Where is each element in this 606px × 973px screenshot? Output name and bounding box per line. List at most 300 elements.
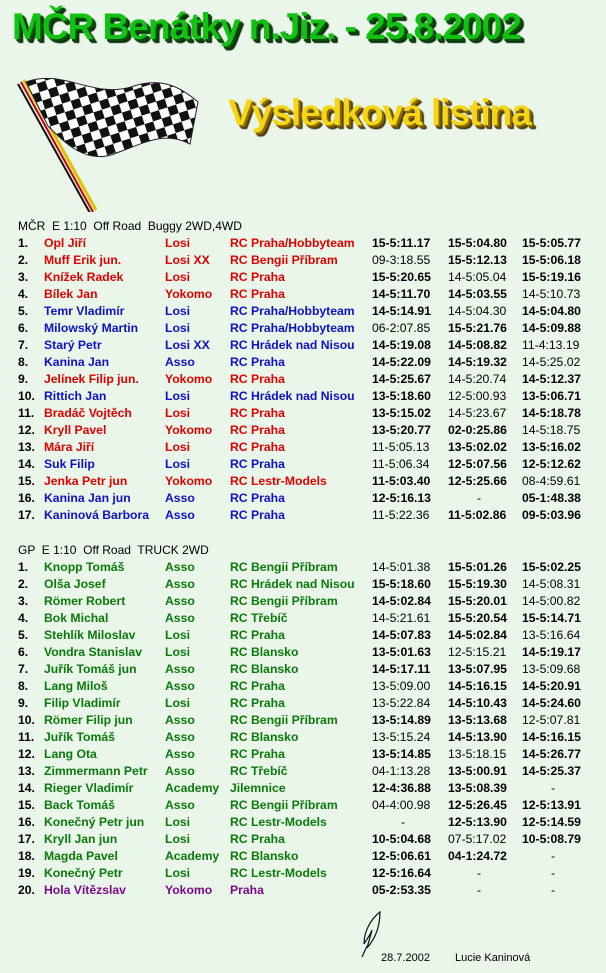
club-cell: RC Praha bbox=[230, 440, 285, 454]
run-1-cell: 14-5:14.91 bbox=[372, 304, 431, 318]
table-row bbox=[0, 661, 606, 678]
position-cell: 5. bbox=[18, 628, 29, 642]
driver-name-cell: Rittich Jan bbox=[44, 389, 107, 403]
driver-name-cell: Vondra Stanislav bbox=[44, 645, 142, 659]
run-1-cell: 13-5:20.77 bbox=[372, 423, 431, 437]
run-1-cell: 13-5:15.24 bbox=[372, 730, 431, 744]
club-cell: RC Lestr-Models bbox=[230, 474, 327, 488]
run-2-cell: - bbox=[476, 883, 482, 897]
car-make-cell: Losi bbox=[165, 321, 191, 335]
club-cell: RC Praha/Hobbyteam bbox=[230, 321, 355, 335]
run-2-cell: 13-5:07.95 bbox=[448, 662, 507, 676]
driver-name-cell: Stehlík Miloslav bbox=[44, 628, 136, 642]
run-2-cell: 07-5:17.02 bbox=[448, 832, 507, 846]
run-1-cell: 15-5:11.17 bbox=[372, 236, 431, 250]
run-1-cell: 14-5:11.70 bbox=[372, 287, 431, 301]
run-1-cell: 13-5:09.00 bbox=[372, 679, 431, 693]
position-cell: 8. bbox=[18, 679, 29, 693]
run-1-cell: 12-5:16.13 bbox=[372, 491, 431, 505]
run-1-cell: 04-4:00.98 bbox=[372, 798, 431, 812]
run-3-cell: 15-5:06.18 bbox=[522, 253, 581, 267]
position-cell: 4. bbox=[18, 611, 29, 625]
results-table-buggy bbox=[0, 235, 606, 524]
club-cell: RC Hrádek nad Nisou bbox=[230, 577, 355, 591]
run-3-cell: 15-5:19.16 bbox=[522, 270, 581, 284]
car-make-cell: Losi bbox=[165, 457, 191, 471]
table-row bbox=[0, 763, 606, 780]
run-3-cell: 12-5:13.91 bbox=[522, 798, 581, 812]
table-row bbox=[0, 235, 606, 252]
position-cell: 9. bbox=[18, 372, 29, 386]
position-cell: 2. bbox=[18, 577, 29, 591]
run-2-cell: 12-5:25.66 bbox=[448, 474, 507, 488]
club-cell: RC Praha bbox=[230, 696, 285, 710]
table-row bbox=[0, 593, 606, 610]
position-cell: 3. bbox=[18, 594, 29, 608]
run-2-cell: 14-5:10.43 bbox=[448, 696, 507, 710]
run-2-cell: 13-5:13.68 bbox=[448, 713, 507, 727]
car-make-cell: Losi XX bbox=[165, 338, 210, 352]
club-cell: RC Blansko bbox=[230, 849, 299, 863]
car-make-cell: Losi bbox=[165, 815, 191, 829]
driver-name-cell: Lang Miloš bbox=[44, 679, 108, 693]
run-2-cell: 12-5:13.90 bbox=[448, 815, 507, 829]
run-2-cell: 14-5:13.90 bbox=[448, 730, 507, 744]
car-make-cell: Asso bbox=[165, 355, 195, 369]
car-make-cell: Asso bbox=[165, 491, 195, 505]
driver-name-cell: Muff Erik jun. bbox=[44, 253, 122, 267]
run-1-cell: 14-5:22.09 bbox=[372, 355, 431, 369]
table-row bbox=[0, 729, 606, 746]
run-2-cell: 15-5:04.80 bbox=[448, 236, 507, 250]
driver-name-cell: Juřík Tomáš bbox=[44, 730, 115, 744]
checkered-flag-icon bbox=[14, 72, 200, 212]
position-cell: 19. bbox=[18, 866, 35, 880]
footer-author: Lucie Kaninová bbox=[455, 952, 531, 964]
club-cell: Praha bbox=[230, 883, 264, 897]
run-3-cell: 14-5:16.15 bbox=[522, 730, 581, 744]
run-2-cell: 15-5:20.54 bbox=[448, 611, 507, 625]
run-2-cell: 14-5:08.82 bbox=[448, 338, 507, 352]
table-row bbox=[0, 422, 606, 439]
run-3-cell: 14-5:25.02 bbox=[522, 355, 581, 369]
run-1-cell: 12-5:16.64 bbox=[372, 866, 431, 880]
driver-name-cell: Magda Pavel bbox=[44, 849, 118, 863]
position-cell: 18. bbox=[18, 849, 35, 863]
club-cell: RC Třebíč bbox=[230, 764, 288, 778]
club-cell: RC Třebíč bbox=[230, 611, 288, 625]
run-1-cell: 10-5:04.68 bbox=[372, 832, 431, 846]
car-make-cell: Asso bbox=[165, 679, 195, 693]
table-row bbox=[0, 797, 606, 814]
run-3-cell: 12-5:12.62 bbox=[522, 457, 581, 471]
table-row bbox=[0, 865, 606, 882]
run-3-cell: 14-5:20.91 bbox=[522, 679, 581, 693]
run-1-cell: 05-2:53.35 bbox=[372, 883, 431, 897]
position-cell: 7. bbox=[18, 662, 29, 676]
position-cell: 14. bbox=[18, 781, 35, 795]
table-row bbox=[0, 388, 606, 405]
car-make-cell: Academy bbox=[165, 849, 220, 863]
position-cell: 7. bbox=[18, 338, 29, 352]
car-make-cell: Asso bbox=[165, 798, 195, 812]
run-3-cell: 14-5:10.73 bbox=[522, 287, 581, 301]
club-cell: RC Blansko bbox=[230, 662, 299, 676]
run-3-cell: 14-5:18.78 bbox=[522, 406, 581, 420]
club-cell: RC Praha bbox=[230, 747, 285, 761]
run-3-cell: 14-5:12.37 bbox=[522, 372, 581, 386]
driver-name-cell: Bílek Jan bbox=[44, 287, 98, 301]
club-cell: RC Bengii Příbram bbox=[230, 560, 338, 574]
run-3-cell: 05-1:48.38 bbox=[522, 491, 581, 505]
run-2-cell: 13-5:08.39 bbox=[448, 781, 507, 795]
club-cell: RC Praha bbox=[230, 457, 285, 471]
car-make-cell: Yokomo bbox=[165, 423, 213, 437]
run-2-cell: 02-0:25.86 bbox=[448, 423, 507, 437]
table-row bbox=[0, 831, 606, 848]
run-1-cell: 14-5:17.11 bbox=[372, 662, 431, 676]
run-2-cell: 14-5:02.84 bbox=[448, 628, 507, 642]
position-cell: 15. bbox=[18, 474, 35, 488]
car-make-cell: Losi bbox=[165, 440, 191, 454]
car-make-cell: Losi bbox=[165, 645, 191, 659]
run-2-cell: 12-5:26.45 bbox=[448, 798, 507, 812]
club-cell: RC Praha bbox=[230, 372, 285, 386]
driver-name-cell: Juřík Tomáš jun bbox=[44, 662, 137, 676]
car-make-cell: Yokomo bbox=[165, 287, 213, 301]
table-row bbox=[0, 286, 606, 303]
run-1-cell: 14-5:21.61 bbox=[372, 611, 431, 625]
car-make-cell: Yokomo bbox=[165, 372, 213, 386]
club-cell: RC Praha bbox=[230, 508, 285, 522]
club-cell: RC Lestr-Models bbox=[230, 815, 327, 829]
club-cell: RC Praha/Hobbyteam bbox=[230, 304, 355, 318]
run-1-cell: 06-2:07.85 bbox=[372, 321, 431, 335]
run-3-cell: 13-5:16.02 bbox=[522, 440, 581, 454]
run-2-cell: 14-5:05.04 bbox=[448, 270, 507, 284]
run-1-cell: 13-5:15.02 bbox=[372, 406, 431, 420]
car-make-cell: Asso bbox=[165, 594, 195, 608]
club-cell: RC Praha bbox=[230, 270, 285, 284]
position-cell: 16. bbox=[18, 815, 35, 829]
table-row bbox=[0, 252, 606, 269]
car-make-cell: Losi XX bbox=[165, 253, 210, 267]
car-make-cell: Academy bbox=[165, 781, 220, 795]
run-1-cell: 12-4:36.88 bbox=[372, 781, 431, 795]
table-row bbox=[0, 644, 606, 661]
position-cell: 14. bbox=[18, 457, 35, 471]
position-cell: 13. bbox=[18, 440, 35, 454]
club-cell: RC Praha bbox=[230, 832, 285, 846]
run-3-cell: 14-5:09.88 bbox=[522, 321, 581, 335]
table-row bbox=[0, 559, 606, 576]
position-cell: 12. bbox=[18, 747, 35, 761]
club-cell: RC Praha bbox=[230, 628, 285, 642]
driver-name-cell: Konečný Petr jun bbox=[44, 815, 145, 829]
driver-name-cell: Opl Jiří bbox=[44, 236, 86, 250]
table-row bbox=[0, 882, 606, 899]
run-3-cell: 14-5:19.17 bbox=[522, 645, 581, 659]
club-cell: RC Praha/Hobbyteam bbox=[230, 236, 355, 250]
table-row bbox=[0, 576, 606, 593]
run-3-cell: 15-5:14.71 bbox=[522, 611, 581, 625]
run-2-cell: 12-5:07.56 bbox=[448, 457, 507, 471]
position-cell: 11. bbox=[18, 730, 35, 744]
table-row bbox=[0, 320, 606, 337]
driver-name-cell: Kanina Jan bbox=[44, 355, 110, 369]
driver-name-cell: Römer Robert bbox=[44, 594, 126, 608]
run-3-cell: 15-5:02.25 bbox=[522, 560, 581, 574]
run-3-cell: 14-5:25.37 bbox=[522, 764, 581, 778]
car-make-cell: Asso bbox=[165, 577, 195, 591]
run-1-cell: 09-3:18.55 bbox=[372, 253, 431, 267]
run-2-cell: 15-5:19.30 bbox=[448, 577, 507, 591]
run-3-cell: 09-5:03.96 bbox=[522, 508, 581, 522]
club-cell: RC Lestr-Models bbox=[230, 866, 327, 880]
run-2-cell: 13-5:18.15 bbox=[448, 747, 507, 761]
driver-name-cell: Jelínek Filip jun. bbox=[44, 372, 139, 386]
table-row bbox=[0, 507, 606, 524]
run-3-cell: 14-5:00.82 bbox=[522, 594, 581, 608]
page-title: MČR Benátky n.Jiz. - 25.8.2002 bbox=[12, 6, 521, 47]
car-make-cell: Losi bbox=[165, 832, 191, 846]
club-cell: RC Bengii Příbram bbox=[230, 713, 338, 727]
table-row bbox=[0, 848, 606, 865]
car-make-cell: Losi bbox=[165, 389, 191, 403]
table-row bbox=[0, 610, 606, 627]
results-table-truck bbox=[0, 559, 606, 899]
position-cell: 1. bbox=[18, 236, 29, 250]
run-1-cell: 14-5:02.84 bbox=[372, 594, 431, 608]
table-row bbox=[0, 371, 606, 388]
driver-name-cell: Rieger Vladimír bbox=[44, 781, 134, 795]
position-cell: 1. bbox=[18, 560, 29, 574]
position-cell: 5. bbox=[18, 304, 29, 318]
club-cell: RC Blansko bbox=[230, 645, 299, 659]
position-cell: 17. bbox=[18, 832, 35, 846]
position-cell: 10. bbox=[18, 713, 35, 727]
car-make-cell: Yokomo bbox=[165, 883, 213, 897]
position-cell: 17. bbox=[18, 508, 35, 522]
run-2-cell: 04-1:24.72 bbox=[448, 849, 507, 863]
car-make-cell: Asso bbox=[165, 560, 195, 574]
position-cell: 3. bbox=[18, 270, 29, 284]
run-3-cell: 14-5:26.77 bbox=[522, 747, 581, 761]
car-make-cell: Yokomo bbox=[165, 474, 213, 488]
position-cell: 2. bbox=[18, 253, 29, 267]
run-3-cell: 14-5:18.75 bbox=[522, 423, 581, 437]
table-row bbox=[0, 490, 606, 507]
car-make-cell: Asso bbox=[165, 747, 195, 761]
run-3-cell: 13-5:06.71 bbox=[522, 389, 581, 403]
position-cell: 6. bbox=[18, 645, 29, 659]
run-3-cell: 11-4:13.19 bbox=[522, 338, 580, 352]
run-1-cell: 11-5:05.13 bbox=[372, 440, 430, 454]
club-cell: RC Bengii Příbram bbox=[230, 798, 338, 812]
driver-name-cell: Olša Josef bbox=[44, 577, 106, 591]
table-row bbox=[0, 337, 606, 354]
car-make-cell: Asso bbox=[165, 611, 195, 625]
club-cell: RC Blansko bbox=[230, 730, 299, 744]
driver-name-cell: Starý Petr bbox=[44, 338, 102, 352]
club-cell: RC Praha bbox=[230, 423, 285, 437]
run-3-cell: 10-5:08.79 bbox=[522, 832, 581, 846]
run-2-cell: 14-5:20.74 bbox=[448, 372, 507, 386]
car-make-cell: Asso bbox=[165, 508, 195, 522]
driver-name-cell: Zimmermann Petr bbox=[44, 764, 148, 778]
driver-name-cell: Back Tomáš bbox=[44, 798, 115, 812]
run-3-cell: 13-5:16.64 bbox=[522, 628, 581, 642]
table-row bbox=[0, 746, 606, 763]
position-cell: 10. bbox=[18, 389, 35, 403]
footer-date: 28.7.2002 bbox=[381, 952, 430, 964]
position-cell: 15. bbox=[18, 798, 35, 812]
club-cell: RC Hrádek nad Nisou bbox=[230, 389, 355, 403]
car-make-cell: Losi bbox=[165, 270, 191, 284]
position-cell: 12. bbox=[18, 423, 35, 437]
table-row bbox=[0, 269, 606, 286]
run-1-cell: 11-5:22.36 bbox=[372, 508, 430, 522]
position-cell: 4. bbox=[18, 287, 29, 301]
table-row bbox=[0, 627, 606, 644]
run-1-cell: 13-5:22.84 bbox=[372, 696, 431, 710]
position-cell: 9. bbox=[18, 696, 29, 710]
run-2-cell: 15-5:12.13 bbox=[448, 253, 507, 267]
run-2-cell: 14-5:23.67 bbox=[448, 406, 507, 420]
table-row bbox=[0, 814, 606, 831]
driver-name-cell: Kryll Pavel bbox=[44, 423, 107, 437]
table-row bbox=[0, 712, 606, 729]
driver-name-cell: Hola Vítězslav bbox=[44, 883, 126, 897]
run-2-cell: 13-5:02.02 bbox=[448, 440, 507, 454]
club-cell: RC Praha bbox=[230, 679, 285, 693]
run-3-cell: 13-5:09.68 bbox=[522, 662, 581, 676]
table-row bbox=[0, 780, 606, 797]
section-heading-buggy: MČR E 1:10 Off Road Buggy 2WD,4WD bbox=[18, 219, 242, 233]
run-1-cell: 14-5:19.08 bbox=[372, 338, 431, 352]
car-make-cell: Asso bbox=[165, 764, 195, 778]
driver-name-cell: Lang Ota bbox=[44, 747, 97, 761]
car-make-cell: Losi bbox=[165, 866, 191, 880]
club-cell: RC Praha bbox=[230, 406, 285, 420]
driver-name-cell: Knopp Tomáš bbox=[44, 560, 125, 574]
run-3-cell: 12-5:14.59 bbox=[522, 815, 581, 829]
run-3-cell: 12-5:07.81 bbox=[522, 713, 581, 727]
run-1-cell: 13-5:18.60 bbox=[372, 389, 431, 403]
section-heading-truck: GP E 1:10 Off Road TRUCK 2WD bbox=[18, 543, 209, 557]
run-2-cell: 14-5:16.15 bbox=[448, 679, 507, 693]
run-1-cell: 12-5:06.61 bbox=[372, 849, 431, 863]
position-cell: 6. bbox=[18, 321, 29, 335]
club-cell: RC Bengii Příbram bbox=[230, 594, 338, 608]
run-2-cell: 12-5:15.21 bbox=[448, 645, 507, 659]
run-1-cell: 14-5:01.38 bbox=[372, 560, 431, 574]
driver-name-cell: Knížek Radek bbox=[44, 270, 124, 284]
run-2-cell: - bbox=[476, 866, 482, 880]
position-cell: 16. bbox=[18, 491, 35, 505]
run-2-cell: 12-5:00.93 bbox=[448, 389, 507, 403]
table-row bbox=[0, 473, 606, 490]
table-row bbox=[0, 678, 606, 695]
run-1-cell: 15-5:18.60 bbox=[372, 577, 431, 591]
car-make-cell: Asso bbox=[165, 730, 195, 744]
run-1-cell: 14-5:25.67 bbox=[372, 372, 431, 386]
run-2-cell: 13-5:00.91 bbox=[448, 764, 507, 778]
page-subtitle: Výsledková listina bbox=[228, 92, 531, 133]
run-3-cell: 15-5:05.77 bbox=[522, 236, 581, 250]
position-cell: 8. bbox=[18, 355, 29, 369]
run-1-cell: 13-5:14.85 bbox=[372, 747, 431, 761]
driver-name-cell: Bok Michal bbox=[44, 611, 109, 625]
run-3-cell: 14-5:24.60 bbox=[522, 696, 581, 710]
run-2-cell: 15-5:20.01 bbox=[448, 594, 507, 608]
run-1-cell: 13-5:01.63 bbox=[372, 645, 431, 659]
run-3-cell: - bbox=[550, 883, 556, 897]
club-cell: RC Praha bbox=[230, 491, 285, 505]
driver-name-cell: Milowský Martin bbox=[44, 321, 139, 335]
run-3-cell: - bbox=[550, 866, 556, 880]
driver-name-cell: Jenka Petr jun bbox=[44, 474, 128, 488]
run-1-cell: 04-1:13.28 bbox=[372, 764, 431, 778]
driver-name-cell: Kryll Jan jun bbox=[44, 832, 118, 846]
table-row bbox=[0, 354, 606, 371]
table-row bbox=[0, 695, 606, 712]
club-cell: Jilemnice bbox=[230, 781, 286, 795]
quill-pen-icon bbox=[358, 910, 386, 958]
driver-name-cell: Suk Filip bbox=[44, 457, 95, 471]
driver-name-cell: Temr Vladimír bbox=[44, 304, 125, 318]
club-cell: RC Praha bbox=[230, 287, 285, 301]
run-1-cell: 11-5:06.34 bbox=[372, 457, 430, 471]
run-3-cell: 14-5:04.80 bbox=[522, 304, 581, 318]
run-2-cell: 11-5:02.86 bbox=[448, 508, 507, 522]
run-3-cell: 14-5:08.31 bbox=[522, 577, 581, 591]
club-cell: RC Praha bbox=[230, 355, 285, 369]
table-row bbox=[0, 439, 606, 456]
table-row bbox=[0, 405, 606, 422]
position-cell: 20. bbox=[18, 883, 35, 897]
table-row bbox=[0, 303, 606, 320]
run-3-cell: - bbox=[550, 781, 556, 795]
run-2-cell: 14-5:04.30 bbox=[448, 304, 507, 318]
driver-name-cell: Kaninová Barbora bbox=[44, 508, 149, 522]
run-1-cell: 15-5:20.65 bbox=[372, 270, 431, 284]
run-1-cell: - bbox=[400, 815, 406, 829]
table-row bbox=[0, 456, 606, 473]
driver-name-cell: Bradáč Vojtěch bbox=[44, 406, 132, 420]
run-2-cell: - bbox=[476, 491, 482, 505]
run-2-cell: 14-5:03.55 bbox=[448, 287, 507, 301]
position-cell: 13. bbox=[18, 764, 35, 778]
club-cell: RC Bengii Příbram bbox=[230, 253, 338, 267]
driver-name-cell: Römer Filip jun bbox=[44, 713, 133, 727]
run-3-cell: 08-4:59.61 bbox=[522, 474, 581, 488]
run-1-cell: 13-5:14.89 bbox=[372, 713, 431, 727]
car-make-cell: Losi bbox=[165, 236, 191, 250]
car-make-cell: Losi bbox=[165, 628, 191, 642]
position-cell: 11. bbox=[18, 406, 35, 420]
run-1-cell: 14-5:07.83 bbox=[372, 628, 431, 642]
run-2-cell: 15-5:21.76 bbox=[448, 321, 507, 335]
driver-name-cell: Kanina Jan jun bbox=[44, 491, 131, 505]
car-make-cell: Losi bbox=[165, 406, 191, 420]
car-make-cell: Asso bbox=[165, 662, 195, 676]
run-2-cell: 14-5:19.32 bbox=[448, 355, 507, 369]
club-cell: RC Hrádek nad Nisou bbox=[230, 338, 355, 352]
run-3-cell: - bbox=[550, 849, 556, 863]
car-make-cell: Losi bbox=[165, 696, 191, 710]
driver-name-cell: Filip Vladimír bbox=[44, 696, 121, 710]
